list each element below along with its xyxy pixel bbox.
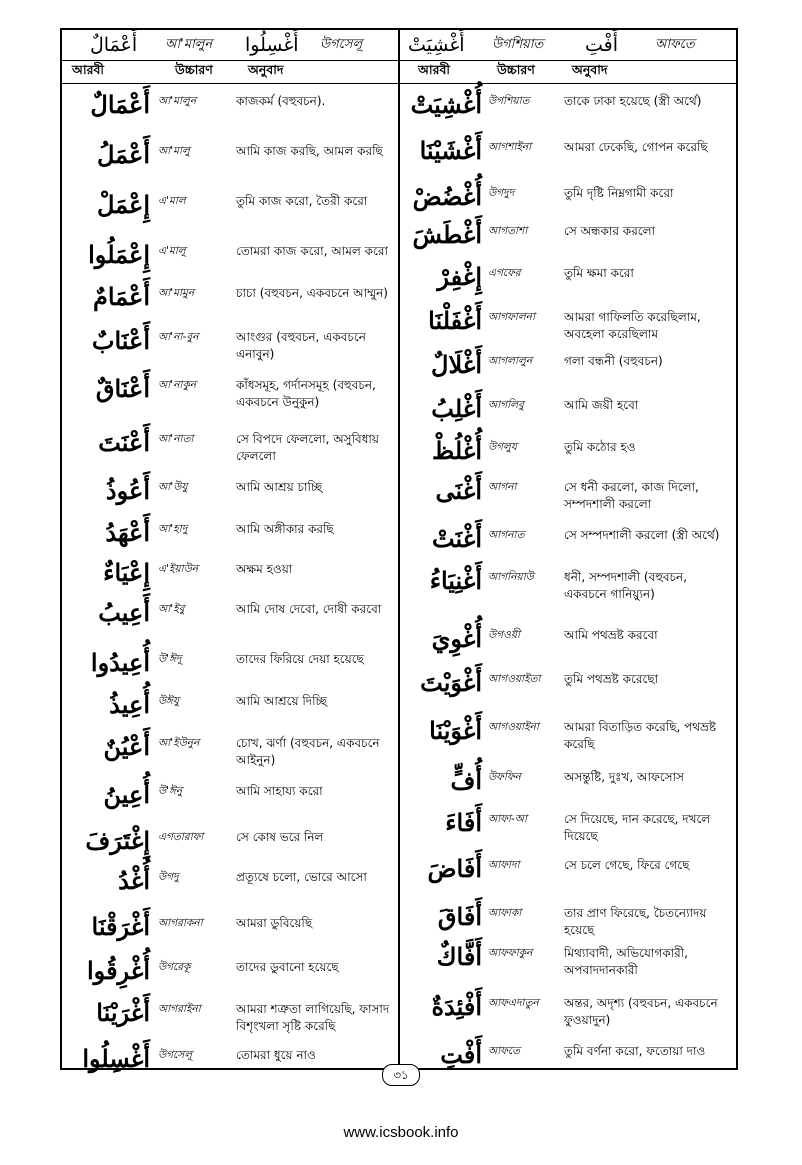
entry-pronunciation: আ'উযু [158,481,188,493]
entry-meaning: আমরা বিতাড়িত করেছি, পথভ্রষ্ট করেছি [564,720,717,751]
entry-meaning: সে চলে গেছে, ফিরে গেছে [564,858,690,872]
entry-meaning: তুমি কাজ করো, তৈরী করো [236,194,368,208]
entry-pronunciation: আফতে [488,1045,521,1057]
entry-pronunciation: উগশিয়াত [488,95,530,107]
entry-arabic: أَفَاضَ [427,854,482,883]
entry-arabic: أَغْنَى [435,476,482,505]
entry-pronunciation: উগলুয [488,441,517,453]
entry-meaning: সে দিয়েছে, দান করেছে, দখলে দিয়েছে [564,812,711,843]
guide-right-pron-2: আফতে [655,36,695,52]
entry-arabic: أُغْرِقُوا [87,956,150,985]
entry-meaning: আমি সাহায্য করো [236,784,323,798]
entry-arabic: أَعْنَاقٌ [95,374,150,403]
guide-left-1 [90,32,137,58]
entry-pronunciation: আগশাইনা [488,141,532,153]
entry-pronunciation: এ'ইয়াউন [158,563,199,575]
entry-arabic: أَفَاقَ [437,902,482,931]
entry-arabic: أَغْنِيَاءُ [429,566,482,595]
entry-arabic: أَعْمَالٌ [90,90,150,119]
entry-arabic: أُعِيذُ [109,690,150,719]
entry-pronunciation: আগলিবু [488,399,524,411]
entry-pronunciation: এ'মালূ [158,245,186,257]
page-number: ৩১ [382,1064,420,1086]
entry-pronunciation: আফএদাতুন [488,997,539,1009]
entry-pronunciation: আগনিয়াউ [488,571,534,583]
entry-meaning: সে ধনী করলো, কাজ দিলো, সম্পদশালী করলো [564,480,699,511]
entry-pronunciation: আফাকা [488,907,522,919]
entry-pronunciation: আ'নাকুন [158,379,197,391]
entry-arabic: أَعْنَابٌ [91,326,150,355]
entry-arabic: أَغْوَيْتَ [420,668,482,697]
entry-pronunciation: আফফাকুন [488,947,533,959]
entry-pronunciation: উ'ঈদূ [158,653,182,665]
entry-meaning: ধনী, সম্পদশালী (বহুবচন, একবচনে গানিয়্যুন) [564,570,688,601]
entry-arabic: أَفْتِ [440,1040,482,1069]
entry-arabic: أَعْنَتَ [98,428,150,457]
entry-meaning: প্রত্যূষে চলো, ভোরে আসো [236,870,367,884]
entry-pronunciation: আ'হাদু [158,523,188,535]
entry-meaning: আমি আশ্রয়ে দিচ্ছি [236,694,327,708]
entry-meaning: আমরা শত্রুতা লাগিয়েছি, ফাসাদ বিশৃংখলা সৃষ্টি করেছি [236,1002,390,1033]
entry-meaning: সে বিপদে ফেললো, অসুবিধায় ফেললো [236,432,379,463]
entry-pronunciation: উগওয়ী [488,629,520,641]
entry-meaning: আমি জয়ী হবো [564,398,639,412]
entry-arabic: أَفْئِدَةٌ [431,992,482,1021]
entry-pronunciation: এগতারাফা [158,831,204,843]
entry-meaning: আমি কাজ করছি, আমল করছি [236,144,383,158]
guide-right-arabic-2: أَفْتِ [585,34,619,56]
entry-pronunciation: আগনাত [488,529,525,541]
entry-pronunciation: আগরাইনা [158,1003,201,1015]
rule-top [60,60,738,61]
header-meaning-left: অনুবাদ [248,62,284,77]
entry-arabic: أُغْدُ [118,866,150,895]
entry-pronunciation: আগতাশা [488,225,528,237]
entry-pronunciation: উগদুদ [488,187,515,199]
header-pron-left: উচ্চারণ [175,62,213,77]
entry-pronunciation: এ'মাল [158,195,186,207]
entry-meaning: আমি পথভ্রষ্ট করবো [564,628,658,642]
entry-pronunciation: আ'ইবু [158,603,185,615]
header-arabic-right: আরবী [418,62,450,77]
entry-pronunciation: উগরেকূ [158,961,191,973]
entry-arabic: أُفٍّ [450,766,482,795]
entry-pronunciation: আফা-আ [488,813,528,825]
entry-meaning: তাদের ডুবানো হয়েছে [236,960,339,974]
entry-meaning: তুমি বর্ণনা করো, ফতোয়া দাও [564,1044,706,1058]
rule-header [60,83,738,84]
guide-right-pron-1: উগশিয়াত [492,36,544,52]
entry-arabic: أَعْمَامٌ [92,282,150,311]
entry-pronunciation: উ'ঈনু [158,785,183,797]
entry-pronunciation: আফাদা [488,859,520,871]
entry-meaning: তোমরা ধুয়ে নাও [236,1048,316,1062]
entry-arabic: أُغْضُضْ [412,182,482,211]
header-arabic-left: আরবী [72,62,104,77]
entry-meaning: গলা বন্ধনী (বহুবচন) [564,354,663,368]
entry-pronunciation: আ'না-বুন [158,331,199,343]
entry-pronunciation: উগদু [158,871,179,883]
entry-pronunciation: আ'মালুন [158,95,197,107]
entry-meaning: তুমি ক্ষমা করো [564,266,634,280]
guide-left-arabic-2: أَغْسِلُوا [245,34,299,56]
entry-meaning: চাচা (বহুবচন, একবচনে আম্মুন) [236,286,388,300]
entry-meaning: তাকে ঢাকা হয়েছে (স্ত্রী অর্থে) [564,94,702,108]
entry-meaning: আমি দোষ দেবো, দোষী করবো [236,602,382,616]
entry-arabic: أَغْلِبُ [431,394,482,423]
entry-pronunciation: উগসেলূ [158,1049,193,1061]
entry-meaning: অন্তর, অদৃশ্য (বহুবচন, একবচনে ফুওয়াদুন) [564,996,718,1027]
entry-arabic: أَغْرَقْنَا [91,912,150,941]
header-pron-right: উচ্চারণ [497,62,535,77]
entry-arabic: إِعْمَلُوا [88,240,150,269]
guide-left-pron-1: আ'মালুন [165,36,213,52]
entry-pronunciation: আ'মালু [158,145,190,157]
entry-arabic: إِغْتَرَفَ [85,826,150,855]
entry-meaning: তাদের ফিরিয়ে দেয়া হয়েছে [236,652,364,666]
entry-arabic: أَغْسِلُوا [82,1044,150,1073]
entry-arabic: أَعُوذُ [105,476,150,505]
entry-arabic: أَغْنَتْ [431,524,482,553]
entry-arabic: أُغْوِيَ [431,624,482,653]
entry-meaning: আমি আশ্রয় চাচ্ছি [236,480,323,494]
entry-meaning: সে সম্পদশালী করলো (স্ত্রী অর্থে) [564,528,720,542]
entry-arabic: إِغْفِرْ [437,262,482,291]
guide-right-2 [585,32,618,58]
entry-pronunciation: এগফের [488,267,521,279]
entry-arabic: أَغْلَالٌ [431,350,482,379]
entry-meaning: সে কোষ ভরে নিল [236,830,324,844]
entry-pronunciation: আ'মামুন [158,287,195,299]
entry-meaning: আমি অঙ্গীকার করছি [236,522,334,536]
entry-meaning: তোমরা কাজ করো, আমল করো [236,244,388,258]
entry-meaning: তুমি কঠোর হও [564,440,636,454]
entry-arabic: أُغْشِيَتْ [410,90,482,119]
header-meaning-right: অনুবাদ [572,62,608,77]
entry-arabic: أُعِيدُوا [90,648,150,677]
column-divider [398,28,400,1070]
entry-meaning: আমরা ডুবিয়েছি [236,916,313,930]
entry-arabic: أَغْشَيْنَا [419,136,482,165]
entry-meaning: তুমি দৃষ্টি নিম্নগামী করো [564,186,674,200]
entry-meaning: অসন্তুষ্টি, দুঃখ, আফসোস [564,770,684,784]
entry-pronunciation: আগওয়াইতা [488,673,541,685]
entry-meaning: সে অন্ধকার করলো [564,224,656,238]
entry-pronunciation: আগনা [488,481,517,493]
entry-arabic: أَعْيُنٌ [103,732,150,761]
entry-arabic: إِعْمَلْ [96,190,150,219]
entry-arabic: أُعِينُ [103,780,150,809]
entry-meaning: আমরা ঢেকেছি, গোপন করেছি [564,140,708,154]
entry-arabic: أَعِيبُ [98,598,150,627]
entry-pronunciation: আগলালুন [488,355,533,367]
entry-arabic: أَفَاءَ [445,808,482,837]
guide-left-pron-2: উগসেলূ [320,36,363,52]
entry-arabic: أُغْلُظْ [432,436,482,465]
entry-meaning: মিথ্যাবাদী, অভিযোগকারী, অপবাদদানকারী [564,946,688,977]
guide-left-2 [245,32,299,58]
entry-pronunciation: আগওয়াইনা [488,721,539,733]
entry-arabic: أَغْرَيْنَا [96,998,150,1027]
entry-meaning: কাঁধসমূহ, গর্দানসমূহ (বহুবচন, একবচনে উনুকুন) [236,378,376,409]
entry-meaning: অক্ষম হওয়া [236,562,293,576]
entry-arabic: أَفَّاكٌ [436,942,482,971]
entry-arabic: أَعْهَدُ [105,518,150,547]
guide-right-arabic-1: أَغْشِيَتْ [408,34,465,56]
entry-meaning: তার প্রাণ ফিরেছে, চৈতন্যোদয় হয়েছে [564,906,707,937]
entry-meaning: তুমি পথভ্রষ্ট করেছো [564,672,659,686]
footer-url[interactable]: www.icsbook.info [343,1124,459,1141]
entry-meaning: কাজকর্ম (বহুবচন). [236,94,326,108]
entry-arabic: أَغْوَيْنَا [429,716,482,745]
entry-arabic: أَغْطَشَ [412,220,482,249]
entry-meaning: চোখ, ঝর্ণা (বহুবচন, একবচনে আইনুন) [236,736,380,767]
entry-arabic: أَغْفَلْنَا [428,306,482,335]
entry-arabic: إِعْيَاءٌ [103,558,150,587]
guide-right-1 [408,32,465,58]
entry-pronunciation: আ'নাতা [158,433,194,445]
entry-pronunciation: উঈযু [158,695,180,707]
entry-arabic: أَعْمَلُ [96,140,150,169]
entry-pronunciation: আ'ইউনুন [158,737,200,749]
entry-pronunciation: উফফিন [488,771,521,783]
entry-meaning: আমরা গাফিলতি করেছিলাম, অবহেলা করেছিলাম [564,310,701,341]
guide-left-arabic-1: أَعْمَالٌ [90,34,138,56]
entry-pronunciation: আগফালনা [488,311,535,323]
entry-meaning: আংগুর (বহুবচন, একবচনে এনাবুন) [236,330,366,361]
entry-pronunciation: আগরাকনা [158,917,203,929]
